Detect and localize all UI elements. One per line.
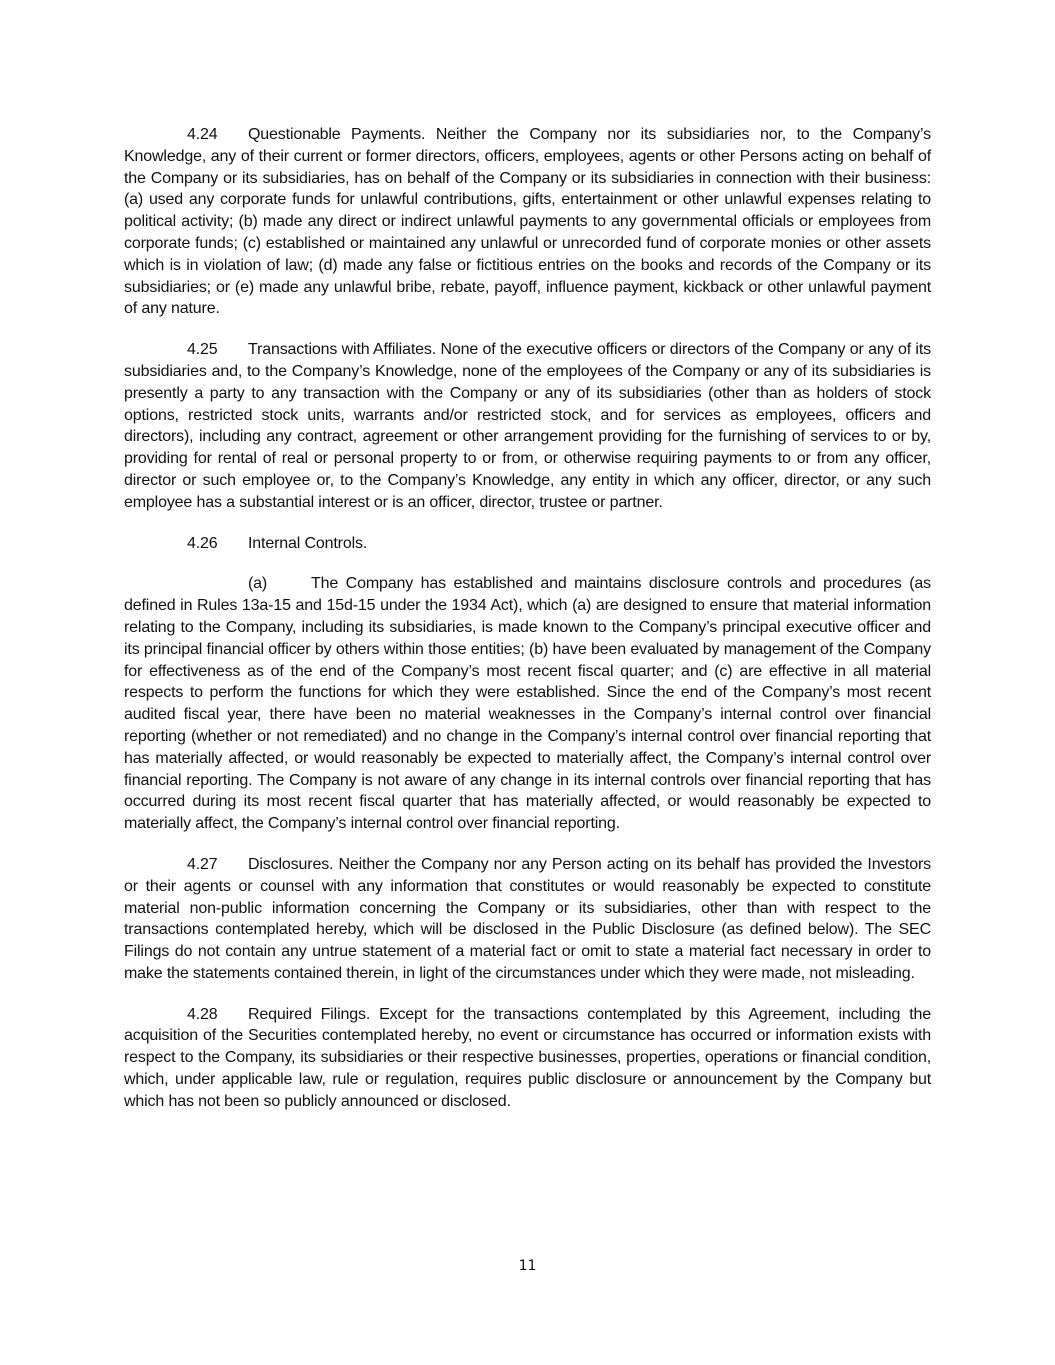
section-number: 4.24 <box>187 126 218 143</box>
section-number: 4.27 <box>187 855 218 873</box>
section-4-25 <box>124 339 931 513</box>
section-4-26 <box>124 533 931 555</box>
subsection-body: The Company has established and maintains disclosure controls and procedures (as defined in Rules 13a-15 and 15d-15 under the 1934 Act), which (a) are designed to ensure that material information relating to the Company, including its subsidiaries, is made known to the Company’s principal executive officer and its principal financial officer by others within those entities; (b) have been evaluated by management of the Company for effectiveness as of the end of the Company’s most recent fiscal quarter; and (c) are effective in all material respects to perform the functions for which they were established. Since the end of the Company’s most recent audited fiscal year, there have been no material weaknesses in the Company’s internal control over financial reporting (whether or not remediated) and no change in the Company’s internal control over financial reporting that has materially affected, or would reasonably be expected to materially affect, the Company’s internal control over financial reporting. The Company is not aware of any change in its internal controls over financial reporting that has occurred during its most recent fiscal quarter that has materially affected, or would reasonably be expected to materially affect, the Company’s internal control over financial reporting. <box>124 575 931 833</box>
section-title: Internal Controls. <box>248 534 368 552</box>
page-number: 11 <box>518 1258 537 1274</box>
section-body: Neither the Company nor any Person acting on its behalf has provided the Investors or their agents or counsel with any information that constitutes or would reasonably be expected to constitute material non-public information concerning the Company or its subsidiaries, other than with respect to the transactions contemplated hereby, which will be disclosed in the Public Disclosure (as defined below). The SEC Filings do not contain any untrue statement of a material fact or omit to state a material fact necessary in order to make the statements contained therein, in light of the circumstances under which they were made, not misleading. <box>124 855 931 982</box>
section-title: Disclosures. <box>248 855 334 873</box>
section-body: Except for the transactions contemplated by this Agreement, including the acquisition of the Securities contemplated hereby, no event or circumstance has occurred or information exists with respect to the Company, its subsidiaries or their respective businesses, properties, operations or financial condition, which, under applicable law, rule or regulation, requires public disclosure or announcement by the Company but which has not been so publicly announced or disclosed. <box>124 1005 931 1110</box>
section-4-24 <box>124 124 931 320</box>
section-4-26-a <box>124 573 931 835</box>
section-number: 4.26 <box>187 534 218 552</box>
section-number: 4.28 <box>187 1005 218 1023</box>
section-4-28 <box>124 1004 931 1113</box>
section-body: Neither the Company nor its subsidiaries nor, to the Company’s Knowledge, any of their current or former directors, officers, employees, agents or other Persons acting on behalf of the Company or its subsidiaries, has on behalf of the Company or its subsidiaries in connection with their business: (a) used any corporate funds for unlawful contributions, gifts, entertainment or other unlawful expenses relating to political activity; (b) made any direct or indirect unlawful payments to any governmental officials or employees from corporate funds; (c) established or maintained any unlawful or unrecorded fund of corporate monies or other assets which is in violation of law; (d) made any false or fictitious entries on the books and records of the Company or its subsidiaries; or (e) made any unlawful bribe, rebate, payoff, influence payment, kickback or other unlawful payment of any nature. <box>124 126 931 318</box>
section-body: None of the executive officers or directors of the Company or any of its subsidiaries and, to the Company’s Knowledge, none of the employees of the Company or any of its subsidiaries is presently a party to any transaction with the Company or any of its subsidiaries (other than as holders of stock options, restricted stock units, warrants and/or restricted stock, and for services as employees, officers and directors), including any contract, agreement or other arrangement providing for the furnishing of services to or by, providing for rental of real or personal property to or from, or otherwise requiring payments to or from any officer, director or such employee or, to the Company’s Knowledge, any entity in which any officer, director, or any such employee has a substantial interest or is an officer, director, trustee or partner. <box>124 341 931 511</box>
section-number: 4.25 <box>187 341 218 359</box>
section-title: Required Filings. <box>248 1005 371 1023</box>
subsection-label: (a) <box>248 575 268 593</box>
section-4-27 <box>124 854 931 985</box>
document-body <box>124 124 931 1132</box>
section-title: Questionable Payments. <box>248 126 426 143</box>
section-title: Transactions with Affiliates. <box>248 341 437 359</box>
